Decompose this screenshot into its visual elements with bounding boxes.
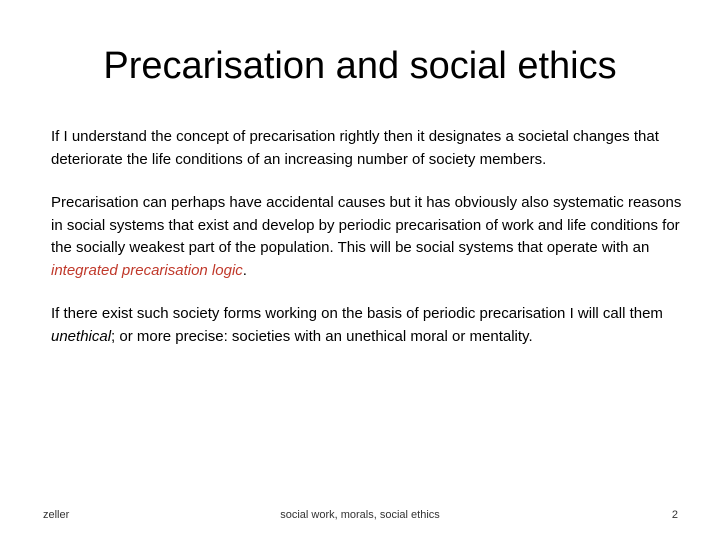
paragraph-text: If I understand the concept of precarisation rightly then it designates a societal changes that deteriorate the life conditions of an increasing number of society members. bbox=[51, 128, 659, 168]
paragraph-text-end: . bbox=[242, 261, 247, 279]
slide-title: Precarisation and social ethics bbox=[103, 45, 617, 87]
paragraph-unethical-societies bbox=[51, 303, 691, 348]
paragraph-text-end: ; or more precise: societies with an unethical moral or mentality. bbox=[111, 327, 533, 345]
highlighted-phrase: integrated precarisation logic bbox=[51, 261, 243, 279]
page-number: 2 bbox=[671, 509, 678, 521]
slide-body bbox=[51, 126, 691, 348]
footer-topic: social work, morals, social ethics bbox=[280, 509, 440, 521]
footer-author: zeller bbox=[43, 509, 70, 521]
paragraph-text: Precarisation can perhaps have accidental causes but it has obviously also systematic reasons in social systems that exist and develop by periodic precarisation of work and life conditions for the socially weakest part of the population. This will be social systems that operate with an bbox=[51, 194, 682, 256]
emphasized-word: unethical bbox=[51, 327, 112, 345]
paragraph-precarisation-definition bbox=[51, 126, 691, 171]
paragraph-text: If there exist such society forms working on the basis of periodic precarisation I will call them bbox=[51, 305, 663, 322]
paragraph-systematic-reasons bbox=[51, 192, 691, 282]
